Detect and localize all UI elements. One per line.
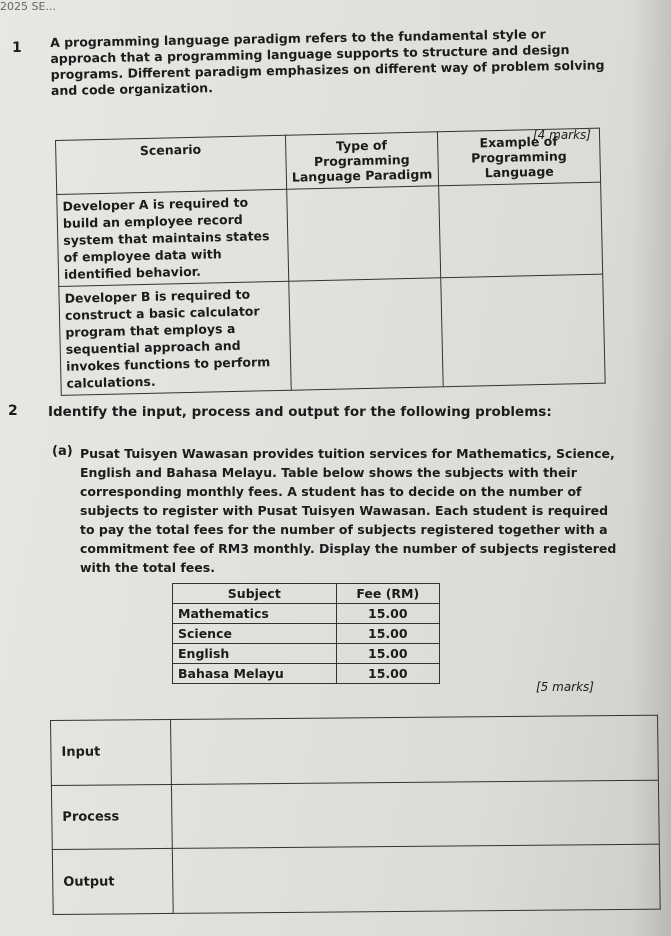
table-row — [173, 644, 440, 664]
table-row — [173, 604, 440, 624]
header-mark: 2025 SE... — [0, 0, 56, 13]
table-row — [59, 274, 605, 395]
ipo-label-process: Process — [51, 784, 172, 850]
ipo-row-input — [51, 715, 659, 785]
header-paradigm-type: Type of Programming Language Paradigm — [285, 132, 439, 189]
ipo-row-process — [51, 780, 659, 850]
subject-cell: Science — [173, 624, 337, 644]
fee-cell: 15.00 — [336, 644, 439, 664]
subject-cell: Bahasa Melayu — [173, 664, 337, 684]
subject-cell: English — [173, 644, 337, 664]
ipo-table — [50, 715, 661, 915]
table-row — [57, 182, 603, 286]
ipo-answer-output[interactable] — [172, 844, 660, 913]
table-row — [173, 664, 440, 684]
header-fee: Fee (RM) — [336, 584, 439, 604]
header-example-language: Example of Programming Language — [437, 128, 600, 186]
fee-table — [172, 583, 440, 684]
ipo-answer-input[interactable] — [171, 715, 659, 784]
question-2-instruction: Identify the input, process and output for the following problems: — [48, 404, 552, 420]
answer-paradigm-cell[interactable] — [288, 278, 443, 390]
question-2-number: 2 — [8, 403, 18, 419]
scenario-cell: Developer A is required to build an employee record system that maintains states of employee data with identified behavior. — [57, 189, 289, 286]
fee-table-header — [173, 584, 440, 604]
paradigm-table — [55, 128, 606, 396]
question-1-marks: [4 marks] — [533, 128, 591, 142]
part-a-label: (a) — [52, 444, 73, 459]
table-row — [173, 624, 440, 644]
header-subject: Subject — [173, 584, 337, 604]
answer-language-cell[interactable] — [439, 182, 603, 278]
scenario-cell: Developer B is required to construct a basic calculator program that employs a sequential approach and invokes functions to perform calculations. — [59, 281, 291, 395]
question-1-text: A programming language paradigm refers to the fundamental style or approach that a programming language supports to structure and design programs. Different paradigm emphasizes on different way of problem solving and code organization. — [50, 26, 605, 98]
subject-cell: Mathematics — [173, 604, 337, 624]
answer-paradigm-cell[interactable] — [286, 186, 440, 281]
fee-cell: 15.00 — [336, 664, 439, 684]
answer-language-cell[interactable] — [441, 274, 605, 387]
fee-cell: 15.00 — [336, 604, 439, 624]
header-scenario: Scenario — [56, 135, 287, 194]
part-a-text: Pusat Tuisyen Wawasan provides tuition services for Mathematics, Science, English and Bahasa Melayu. Table below shows the subjects with their corresponding monthly fees. A student has to decide on the number of subjects to register with Pusat Tuisyen Wawasan. Each student is required to pay the total fees for the number of subjects registered together with a commitment fee of RM3 monthly. Display the number of subjects registered with the total fees. — [80, 446, 617, 575]
ipo-label-output: Output — [52, 849, 173, 915]
part-a-marks: [5 marks] — [536, 680, 594, 694]
ipo-label-input: Input — [51, 719, 172, 785]
ipo-answer-process[interactable] — [171, 780, 659, 849]
question-1-number: 1 — [12, 40, 22, 56]
fee-cell: 15.00 — [336, 624, 439, 644]
ipo-row-output — [52, 844, 660, 914]
